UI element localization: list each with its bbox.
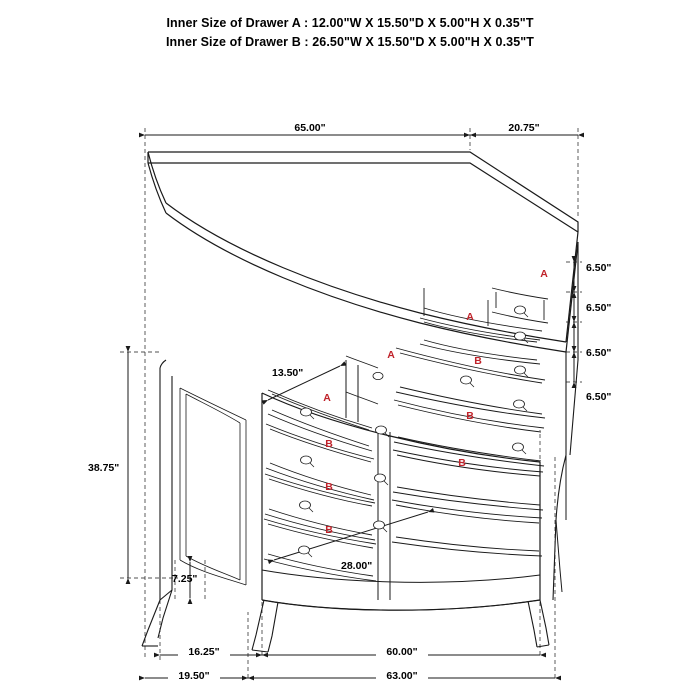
dim-label-leg-height: 7.25"	[172, 573, 198, 585]
left-drawer-column	[264, 390, 376, 581]
dim-label-left-height: 38.75"	[88, 462, 120, 474]
drawer-label-a-mid-right: A	[466, 311, 474, 323]
drawer-a-spec: Inner Size of Drawer A : 12.00"W X 15.50"D X 5.00"H X 0.35"T	[166, 16, 534, 30]
dim-label-front-inner: 60.00"	[386, 646, 418, 658]
left-panel-recess	[180, 388, 246, 585]
left-side-panel	[142, 360, 172, 646]
dim-label-drawer-large: 28.00"	[341, 560, 373, 572]
drawer-label-b-right-lower: B	[458, 457, 466, 469]
drawer-label-b-right-upper: B	[474, 355, 482, 367]
dim-label-right-1: 6.50"	[586, 262, 612, 274]
dim-label-drawer-small: 13.50"	[272, 367, 304, 379]
dresser-top	[148, 152, 578, 352]
bottom-apron	[262, 570, 540, 610]
dim-label-depth-outer: 19.50"	[178, 670, 210, 682]
drawer-label-b-right-mid: B	[466, 410, 474, 422]
dim-label-top-left: 65.00"	[294, 122, 326, 134]
dim-label-right-4: 6.50"	[586, 391, 612, 403]
top-left-small-drawer	[346, 356, 378, 404]
dimension-labels	[88, 120, 611, 682]
drawer-label-b-left-lower: B	[325, 524, 333, 536]
dim-label-right-2: 6.50"	[586, 302, 612, 314]
dim-label-depth-bottom: 16.25"	[188, 646, 220, 658]
extension-lines	[120, 128, 582, 678]
dim-label-front-outer: 63.00"	[386, 670, 418, 682]
knob-shadows	[308, 313, 528, 557]
drawer-label-a-left: A	[323, 392, 331, 404]
dim-label-right-3: 6.50"	[586, 347, 612, 359]
dim-label-top-right: 20.75"	[508, 122, 540, 134]
drawer-label-b-left-upper: B	[325, 438, 333, 450]
drawer-label-b-left-mid: B	[325, 481, 333, 493]
drawer-b-spec: Inner Size of Drawer B : 26.50"W X 15.50"D X 5.00"H X 0.35"T	[165, 35, 535, 49]
drawer-label-a-top-right: A	[540, 268, 548, 280]
drawer-label-a-mid-left: A	[387, 349, 395, 361]
